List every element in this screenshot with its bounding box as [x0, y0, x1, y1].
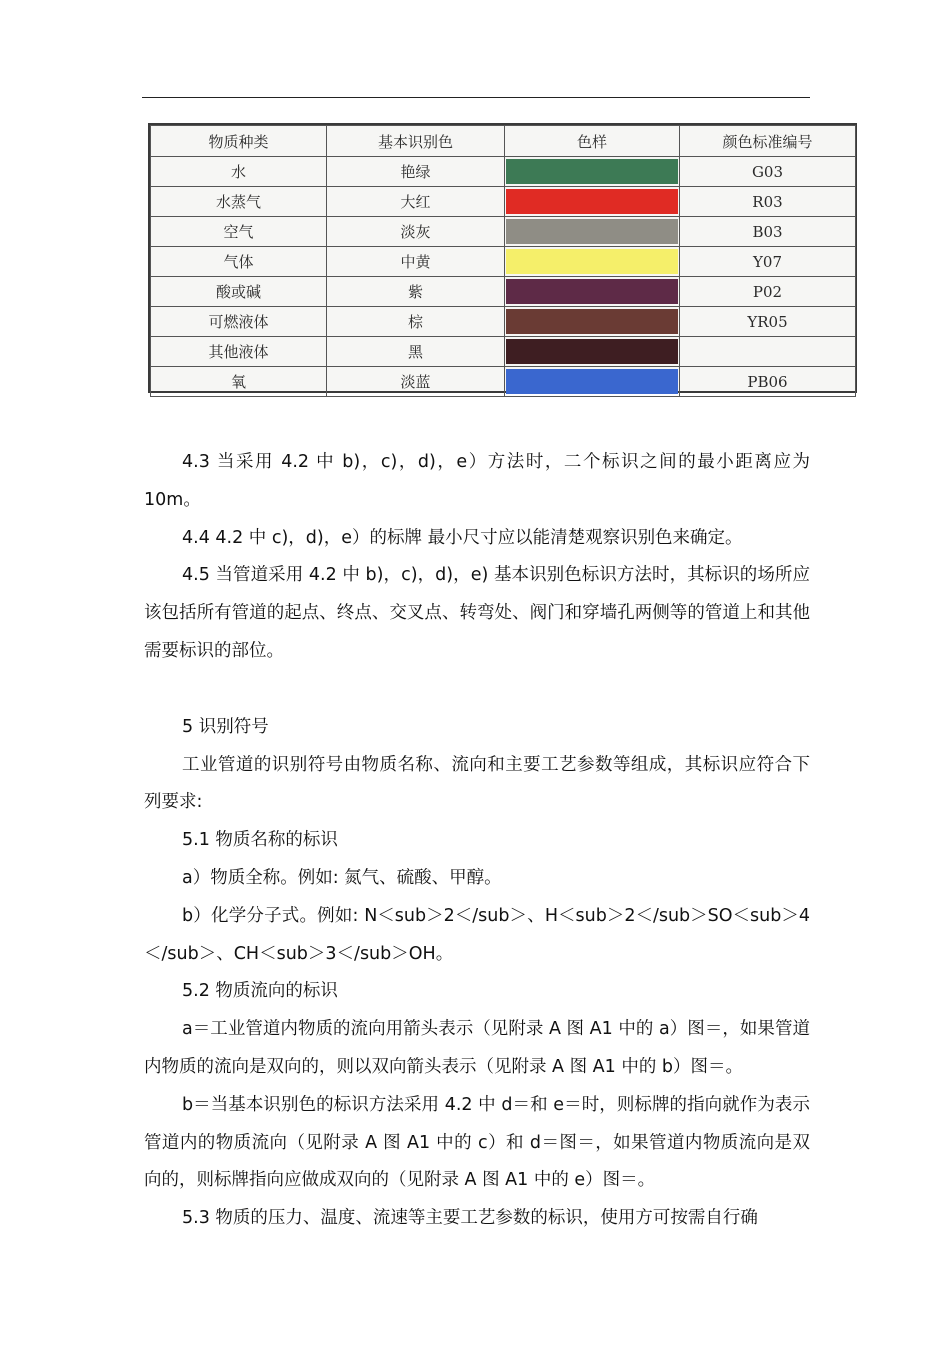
paragraph-5-3: 5.3 物质的压力、温度、流速等主要工艺参数的标识，使用方可按需自行确	[182, 1208, 758, 1229]
cell-color-name: 紫	[327, 277, 505, 307]
paragraph-5-1-a: a）物质全称。例如: 氮气、硫酸、甲醇。	[182, 867, 502, 888]
color-swatch	[506, 279, 678, 304]
cell-substance: 水蒸气	[151, 187, 327, 217]
cell-code	[680, 337, 856, 367]
cell-swatch	[505, 367, 680, 397]
cell-code: R03	[680, 187, 856, 217]
header-code: 颜色标准编号	[680, 126, 856, 157]
cell-code: B03	[680, 217, 856, 247]
cell-code: YR05	[680, 307, 856, 337]
cell-swatch	[505, 247, 680, 277]
table-row	[151, 367, 856, 397]
paragraph-4-3: 4.3 当采用 4.2 中 b)，c)，d)，e）方法时，二个标识之间的最小距离应为 10m。	[144, 452, 810, 510]
color-swatch	[506, 219, 678, 244]
cell-code: G03	[680, 157, 856, 187]
color-table	[150, 125, 856, 397]
cell-color-name: 艳绿	[327, 157, 505, 187]
table-row	[151, 277, 856, 307]
header-swatch: 色样	[505, 126, 680, 157]
cell-swatch	[505, 307, 680, 337]
cell-color-name: 大红	[327, 187, 505, 217]
heading-5-1: 5.1 物质名称的标识	[182, 830, 338, 851]
cell-color-name: 中黄	[327, 247, 505, 277]
cell-color-name: 淡蓝	[327, 367, 505, 397]
color-swatch	[506, 159, 678, 184]
cell-color-name: 黑	[327, 337, 505, 367]
table-row	[151, 337, 856, 367]
cell-swatch	[505, 337, 680, 367]
cell-substance: 可燃液体	[151, 307, 327, 337]
section-heading-5: 5 识别符号	[182, 716, 269, 737]
header-substance: 物质种类	[151, 126, 327, 157]
color-swatch	[506, 309, 678, 334]
paragraph-5-2-a: a＝工业管道内物质的流向用箭头表示（见附录 A 图 A1 中的 a）图＝，如果管道内物质的流向是双向的，则以双向箭头表示（见附录 A 图 A1 中的 b）图＝。	[144, 1019, 810, 1077]
cell-swatch	[505, 187, 680, 217]
cell-substance: 气体	[151, 247, 327, 277]
paragraph-5-1-b: b）化学分子式。例如: N＜sub＞2＜/sub＞、H＜sub＞2＜/sub＞SO＜sub＞4＜/sub＞、CH＜sub＞3＜/sub＞OH。	[144, 905, 810, 964]
section-gap	[144, 671, 810, 709]
cell-substance: 其他液体	[151, 337, 327, 367]
table-row	[151, 307, 856, 337]
cell-color-name: 棕	[327, 307, 505, 337]
heading-5-2: 5.2 物质流向的标识	[182, 981, 338, 1002]
cell-code: PB06	[680, 367, 856, 397]
document-body	[144, 444, 810, 1238]
cell-substance: 氧	[151, 367, 327, 397]
color-swatch	[506, 369, 678, 394]
table-row	[151, 217, 856, 247]
paragraph-5-intro: 工业管道的识别符号由物质名称、流向和主要工艺参数等组成，其标识应符合下列要求:	[144, 754, 810, 813]
cell-substance: 水	[151, 157, 327, 187]
cell-code: P02	[680, 277, 856, 307]
color-swatch	[506, 339, 678, 364]
cell-color-name: 淡灰	[327, 217, 505, 247]
paragraph-4-4: 4.4 4.2 中 c)，d)，e）的标牌 最小尺寸应以能清楚观察识别色来确定。	[182, 527, 743, 548]
color-swatch	[506, 249, 678, 274]
cell-swatch	[505, 217, 680, 247]
cell-code: Y07	[680, 247, 856, 277]
paragraph-5-2-b: b＝当基本识别色的标识方法采用 4.2 中 d＝和 e＝时，则标牌的指向就作为表示管道内的物质流向（见附录 A 图 A1 中的 c）和 d＝图＝，如果管道内物质流向是双向的，则标牌指向应做成双向的（见附录 A 图 A1 中的 e）图＝。	[144, 1094, 810, 1191]
paragraph-4-5: 4.5 当管道采用 4.2 中 b)，c)，d)，e) 基本识别色标识方法时，其标识的场所应该包括所有管道的起点、终点、交叉点、转弯处、阀门和穿墙孔两侧等的管道上和其他需要标识的部位。	[144, 565, 810, 661]
cell-substance: 空气	[151, 217, 327, 247]
table-row	[151, 187, 856, 217]
header-color-name: 基本识别色	[327, 126, 505, 157]
cell-swatch	[505, 157, 680, 187]
header-rule	[142, 97, 810, 98]
color-table-image	[148, 123, 857, 393]
cell-swatch	[505, 277, 680, 307]
color-swatch	[506, 189, 678, 214]
table-header-row	[151, 126, 856, 157]
table-row	[151, 247, 856, 277]
cell-substance: 酸或碱	[151, 277, 327, 307]
table-row	[151, 157, 856, 187]
